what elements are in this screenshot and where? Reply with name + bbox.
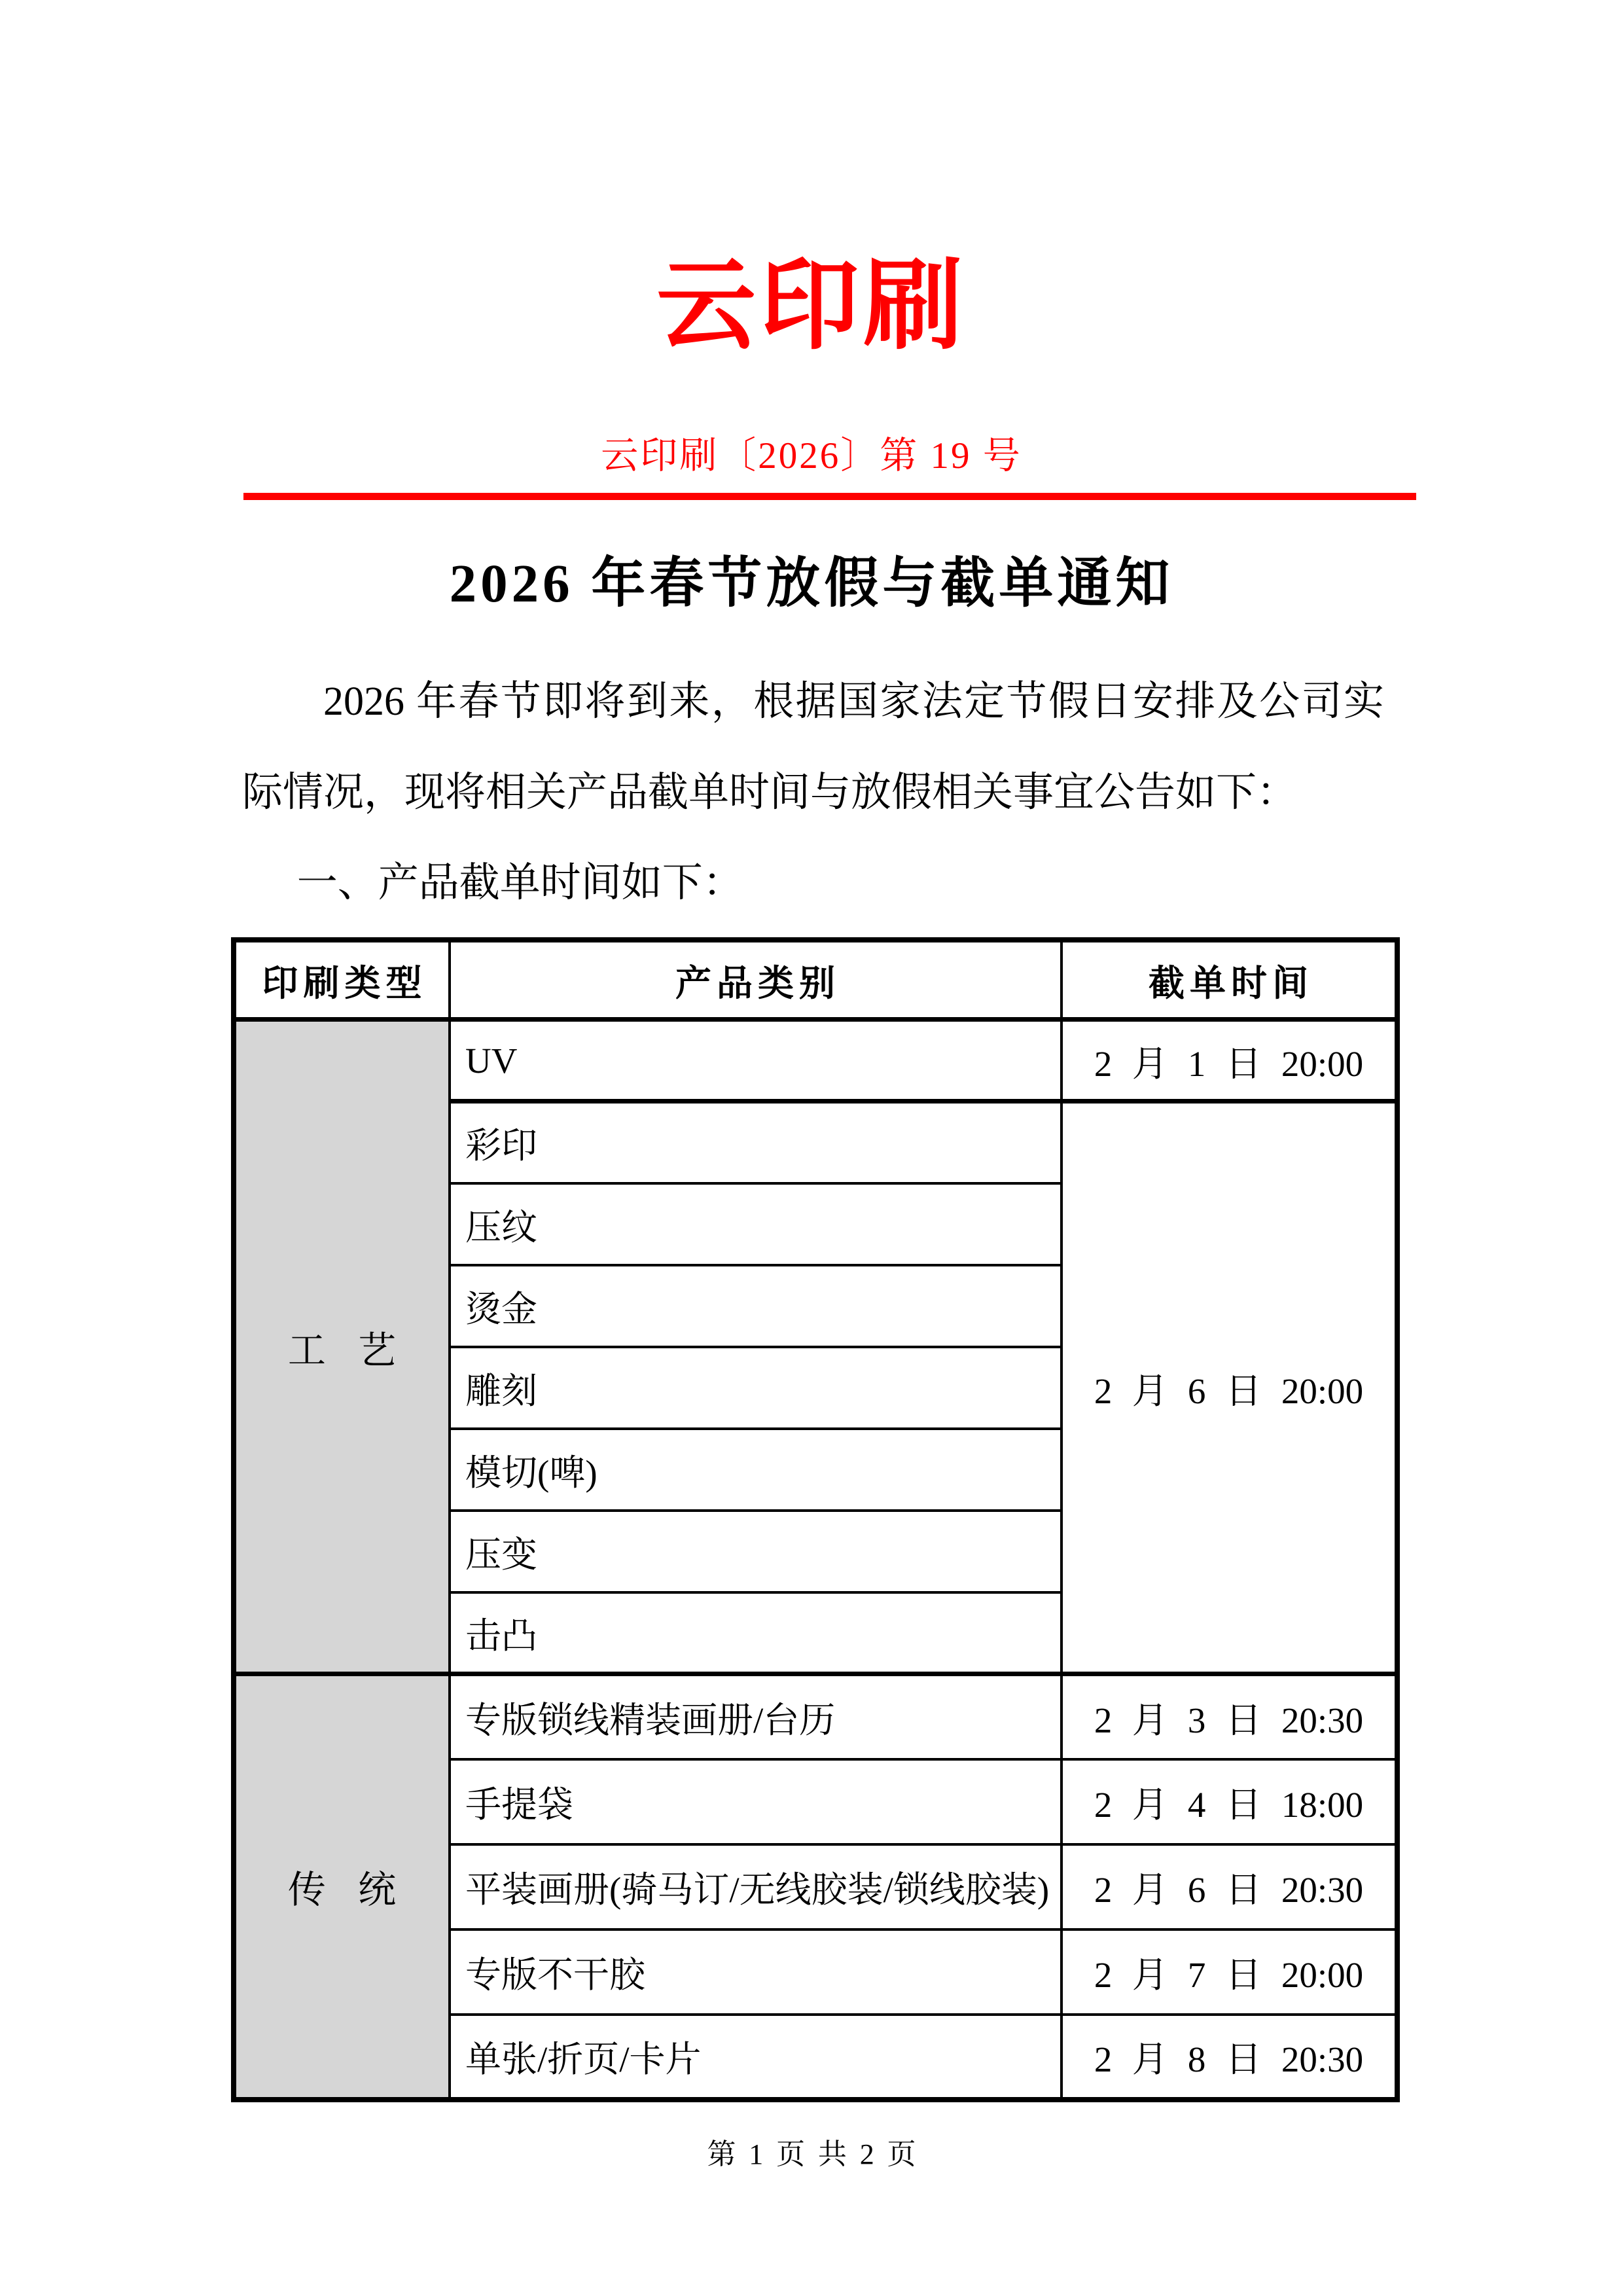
page-number-footer: 第 1 页 共 2 页 — [707, 2138, 916, 2170]
red-divider-line — [243, 493, 1416, 500]
deadline-cell: 2 月 7 日 20:00 — [1061, 1929, 1397, 2015]
group-cell-craft: 工艺 — [234, 1020, 450, 1674]
product-cell: UV — [450, 1020, 1061, 1102]
col-header-product-category: 产品类别 — [450, 940, 1061, 1020]
product-cell: 平装画册(骑马订/无线胶装/锁线胶装) — [450, 1844, 1061, 1929]
product-cell: 压变 — [450, 1511, 1061, 1592]
deadline-cell: 2 月 1 日 20:00 — [1061, 1020, 1397, 1102]
product-cell: 击凸 — [450, 1592, 1061, 1674]
product-cell: 专版锁线精装画册/台历 — [450, 1674, 1061, 1759]
cutoff-table — [231, 937, 1400, 2102]
notice-title: 2026 年春节放假与截单通知 — [449, 553, 1174, 613]
table-row — [234, 1020, 1397, 1102]
col-header-print-type: 印刷类型 — [234, 940, 450, 1020]
deadline-cell: 2 月 6 日 20:30 — [1061, 1844, 1397, 1929]
deadline-cell-merged: 2 月 6 日 20:00 — [1061, 1102, 1397, 1674]
product-cell: 手提袋 — [450, 1759, 1061, 1844]
product-cell: 专版不干胶 — [450, 1929, 1061, 2015]
product-cell: 彩印 — [450, 1102, 1061, 1183]
product-cell: 雕刻 — [450, 1347, 1061, 1429]
product-cell: 烫金 — [450, 1265, 1061, 1347]
section-heading: 一、产品截单时间如下： — [296, 861, 743, 905]
company-letterhead: 云印刷 — [656, 251, 967, 361]
product-cell: 模切(啤) — [450, 1429, 1061, 1511]
product-cell: 单张/折页/卡片 — [450, 2015, 1061, 2100]
intro-paragraph: 2026 年春节即将到来，根据国家法定节假日安排及公司实际情况，现将相关产品截单时间与放假相关事宜公告如下： — [242, 679, 1384, 815]
table-row — [234, 1674, 1397, 1759]
table-header-row — [234, 940, 1397, 1020]
group-cell-traditional: 传统 — [234, 1674, 450, 2100]
col-header-cutoff-time: 截单时间 — [1061, 940, 1397, 1020]
deadline-cell: 2 月 8 日 20:30 — [1061, 2015, 1397, 2100]
deadline-cell: 2 月 4 日 18:00 — [1061, 1759, 1397, 1844]
document-number: 云印刷〔2026〕第 19 号 — [601, 435, 1022, 476]
product-cell: 压纹 — [450, 1183, 1061, 1265]
deadline-cell: 2 月 3 日 20:30 — [1061, 1674, 1397, 1759]
